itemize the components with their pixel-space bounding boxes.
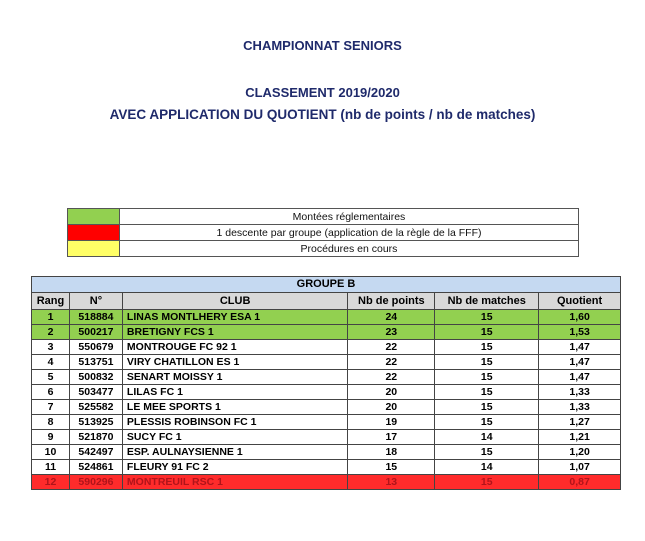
matches-cell: 15 bbox=[435, 340, 539, 355]
club-cell: LE MEE SPORTS 1 bbox=[122, 400, 347, 415]
number-cell: 524861 bbox=[69, 460, 122, 475]
quotient-cell: 1,47 bbox=[539, 340, 621, 355]
number-cell: 521870 bbox=[69, 430, 122, 445]
rank-cell: 10 bbox=[32, 445, 70, 460]
points-cell: 17 bbox=[348, 430, 435, 445]
legend-label: 1 descente par groupe (application de la règle de la FFF) bbox=[120, 225, 579, 241]
table-row bbox=[32, 400, 621, 415]
rank-cell: 2 bbox=[32, 325, 70, 340]
number-cell: 542497 bbox=[69, 445, 122, 460]
quotient-cell: 1,21 bbox=[539, 430, 621, 445]
table-row bbox=[32, 430, 621, 445]
points-cell: 20 bbox=[348, 385, 435, 400]
column-header: Rang bbox=[32, 293, 70, 310]
legend-table bbox=[67, 208, 579, 257]
column-header: Nb de points bbox=[348, 293, 435, 310]
number-cell: 500832 bbox=[69, 370, 122, 385]
table-row bbox=[32, 415, 621, 430]
table-row bbox=[32, 460, 621, 475]
points-cell: 24 bbox=[348, 310, 435, 325]
club-cell: FLEURY 91 FC 2 bbox=[122, 460, 347, 475]
column-header: Quotient bbox=[539, 293, 621, 310]
points-cell: 18 bbox=[348, 445, 435, 460]
points-cell: 22 bbox=[348, 370, 435, 385]
number-cell: 525582 bbox=[69, 400, 122, 415]
matches-cell: 15 bbox=[435, 415, 539, 430]
matches-cell: 15 bbox=[435, 355, 539, 370]
points-cell: 20 bbox=[348, 400, 435, 415]
number-cell: 513751 bbox=[69, 355, 122, 370]
rank-cell: 8 bbox=[32, 415, 70, 430]
number-cell: 518884 bbox=[69, 310, 122, 325]
column-header: CLUB bbox=[122, 293, 347, 310]
table-row bbox=[32, 340, 621, 355]
points-cell: 23 bbox=[348, 325, 435, 340]
quotient-cell: 1,47 bbox=[539, 355, 621, 370]
rank-cell: 5 bbox=[32, 370, 70, 385]
quotient-cell: 0,87 bbox=[539, 475, 621, 490]
table-row bbox=[32, 385, 621, 400]
rank-cell: 6 bbox=[32, 385, 70, 400]
column-header-row bbox=[32, 293, 621, 310]
points-cell: 19 bbox=[348, 415, 435, 430]
table-row bbox=[32, 370, 621, 385]
quotient-cell: 1,60 bbox=[539, 310, 621, 325]
standings-table bbox=[31, 276, 621, 490]
club-cell: LILAS FC 1 bbox=[122, 385, 347, 400]
legend-row bbox=[68, 209, 579, 225]
number-cell: 503477 bbox=[69, 385, 122, 400]
rank-cell: 4 bbox=[32, 355, 70, 370]
matches-cell: 14 bbox=[435, 460, 539, 475]
table-row bbox=[32, 475, 621, 490]
points-cell: 13 bbox=[348, 475, 435, 490]
matches-cell: 15 bbox=[435, 475, 539, 490]
matches-cell: 15 bbox=[435, 370, 539, 385]
legend-label: Procédures en cours bbox=[120, 241, 579, 257]
legend-label: Montées réglementaires bbox=[120, 209, 579, 225]
table-row bbox=[32, 310, 621, 325]
legend-swatch bbox=[68, 225, 120, 241]
club-cell: SUCY FC 1 bbox=[122, 430, 347, 445]
club-cell: PLESSIS ROBINSON FC 1 bbox=[122, 415, 347, 430]
quotient-cell: 1,27 bbox=[539, 415, 621, 430]
column-header: Nb de matches bbox=[435, 293, 539, 310]
club-cell: ESP. AULNAYSIENNE 1 bbox=[122, 445, 347, 460]
rank-cell: 1 bbox=[32, 310, 70, 325]
rank-cell: 3 bbox=[32, 340, 70, 355]
points-cell: 22 bbox=[348, 340, 435, 355]
page-title: CHAMPIONNAT SENIORS bbox=[243, 38, 402, 53]
matches-cell: 15 bbox=[435, 400, 539, 415]
table-row bbox=[32, 325, 621, 340]
number-cell: 590296 bbox=[69, 475, 122, 490]
quotient-cell: 1,33 bbox=[539, 400, 621, 415]
rank-cell: 9 bbox=[32, 430, 70, 445]
points-cell: 15 bbox=[348, 460, 435, 475]
page-subtitle: CLASSEMENT 2019/2020 bbox=[245, 85, 400, 100]
club-cell: LINAS MONTLHERY ESA 1 bbox=[122, 310, 347, 325]
matches-cell: 15 bbox=[435, 445, 539, 460]
group-title: GROUPE B bbox=[32, 277, 621, 293]
number-cell: 513925 bbox=[69, 415, 122, 430]
legend-swatch bbox=[68, 209, 120, 225]
matches-cell: 15 bbox=[435, 325, 539, 340]
club-cell: MONTROUGE FC 92 1 bbox=[122, 340, 347, 355]
quotient-note: AVEC APPLICATION DU QUOTIENT (nb de points / nb de matches) bbox=[109, 107, 536, 122]
table-row bbox=[32, 355, 621, 370]
club-cell: BRETIGNY FCS 1 bbox=[122, 325, 347, 340]
club-cell: VIRY CHATILLON ES 1 bbox=[122, 355, 347, 370]
points-cell: 22 bbox=[348, 355, 435, 370]
club-cell: SENART MOISSY 1 bbox=[122, 370, 347, 385]
quotient-cell: 1,07 bbox=[539, 460, 621, 475]
quotient-cell: 1,47 bbox=[539, 370, 621, 385]
quotient-cell: 1,53 bbox=[539, 325, 621, 340]
quotient-cell: 1,33 bbox=[539, 385, 621, 400]
legend-row bbox=[68, 225, 579, 241]
club-cell: MONTREUIL RSC 1 bbox=[122, 475, 347, 490]
legend-row bbox=[68, 241, 579, 257]
rank-cell: 7 bbox=[32, 400, 70, 415]
rank-cell: 12 bbox=[32, 475, 70, 490]
number-cell: 550679 bbox=[69, 340, 122, 355]
quotient-cell: 1,20 bbox=[539, 445, 621, 460]
column-header: N° bbox=[69, 293, 122, 310]
rank-cell: 11 bbox=[32, 460, 70, 475]
table-row bbox=[32, 445, 621, 460]
matches-cell: 15 bbox=[435, 310, 539, 325]
matches-cell: 15 bbox=[435, 385, 539, 400]
matches-cell: 14 bbox=[435, 430, 539, 445]
legend-swatch bbox=[68, 241, 120, 257]
number-cell: 500217 bbox=[69, 325, 122, 340]
